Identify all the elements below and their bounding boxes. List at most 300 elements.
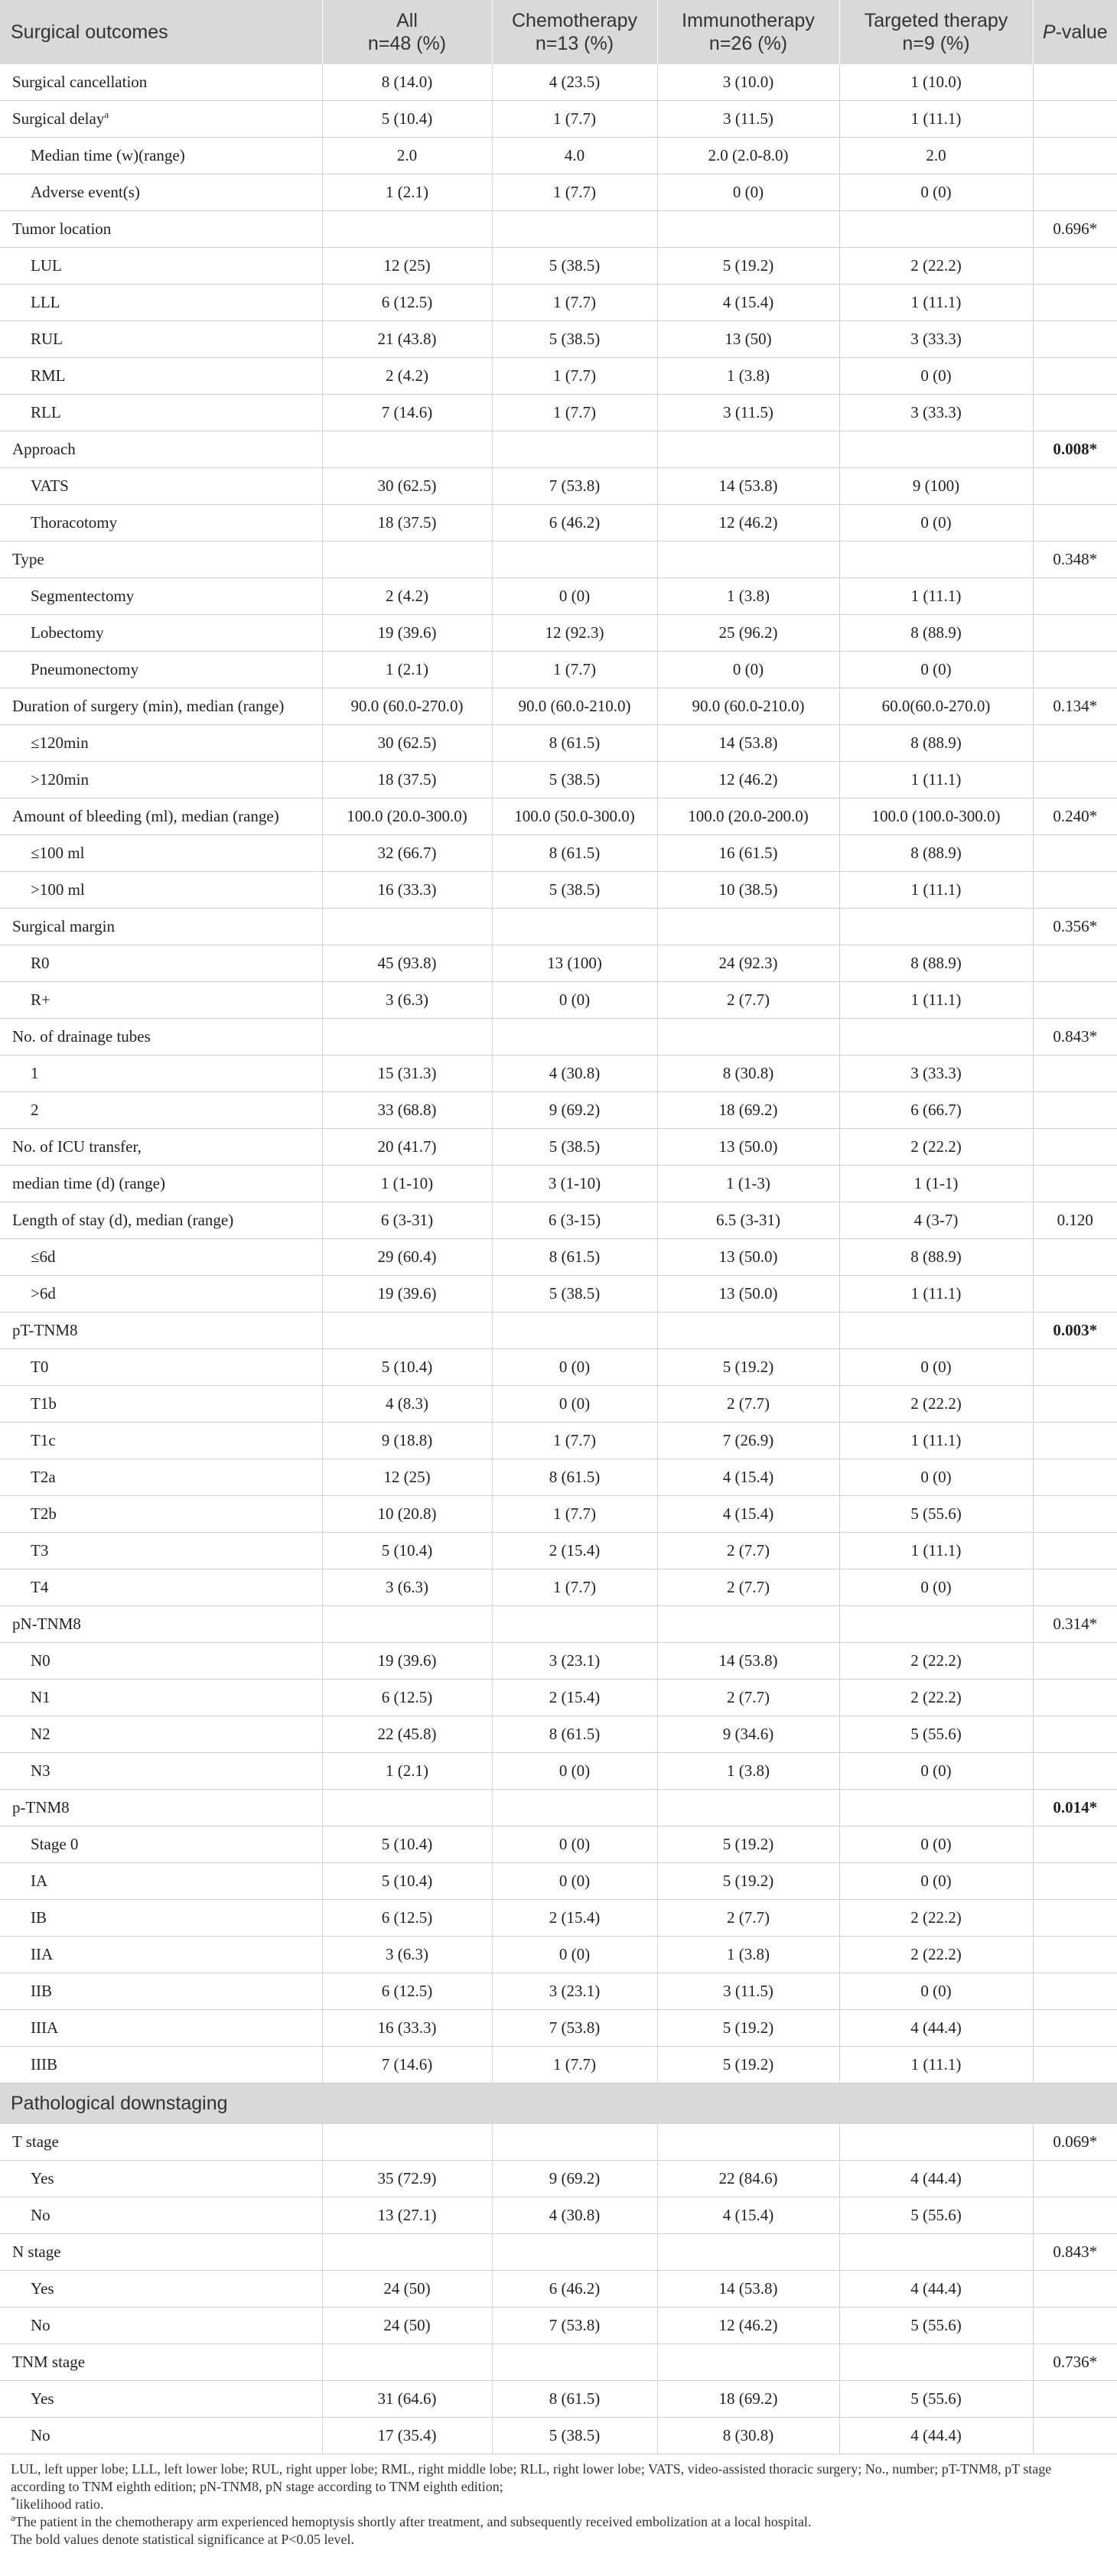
cell-targeted-therapy: 1 (11.1): [839, 762, 1033, 798]
cell-immunotherapy: 12 (46.2): [657, 505, 839, 542]
row-label-text: IA: [31, 1872, 48, 1890]
table-row: [0, 2197, 1117, 2234]
cell-immunotherapy: 18 (69.2): [657, 1092, 839, 1129]
cell-immunotherapy: [657, 1790, 839, 1826]
row-label: [0, 1055, 322, 1092]
cell-all: 5 (10.4): [322, 1863, 492, 1900]
cell-chemotherapy: 5 (38.5): [492, 1129, 657, 1166]
cell-all: 32 (66.7): [322, 835, 492, 872]
cell-immunotherapy: 1 (3.8): [657, 1937, 839, 1973]
cell-all: 12 (25): [322, 248, 492, 285]
cell-p-value: [1033, 101, 1117, 138]
cell-chemotherapy: 5 (38.5): [492, 321, 657, 358]
cell-all: [322, 2344, 492, 2381]
cell-p-value: [1033, 1643, 1117, 1680]
cell-p-value: [1033, 1937, 1117, 1973]
table-row: [0, 615, 1117, 652]
cell-chemotherapy: 4 (30.8): [492, 1055, 657, 1092]
table-row: [0, 1790, 1117, 1826]
cell-immunotherapy: 2 (7.7): [657, 1533, 839, 1569]
row-label-text: >6d: [31, 1284, 56, 1303]
cell-targeted-therapy: 2 (22.2): [839, 1937, 1033, 1973]
cell-targeted-therapy: 5 (55.6): [839, 2197, 1033, 2234]
cell-chemotherapy: 5 (38.5): [492, 762, 657, 798]
cell-all: 1 (2.1): [322, 174, 492, 211]
row-label-text: N3: [31, 1761, 50, 1780]
cell-p-value: [1033, 1569, 1117, 1606]
cell-p-value: [1033, 1900, 1117, 1937]
cell-immunotherapy: [657, 1312, 839, 1349]
cell-all: 17 (35.4): [322, 2418, 492, 2454]
cell-all: 12 (25): [322, 1459, 492, 1496]
cell-chemotherapy: 90.0 (60.0-210.0): [492, 688, 657, 725]
table-row: [0, 872, 1117, 909]
cell-targeted-therapy: 0 (0): [839, 358, 1033, 395]
cell-p-value: [1033, 1239, 1117, 1276]
row-label: [0, 174, 322, 211]
cell-targeted-therapy: [839, 1312, 1033, 1349]
cell-immunotherapy: 25 (96.2): [657, 615, 839, 652]
cell-immunotherapy: [657, 2234, 839, 2271]
cell-immunotherapy: 1 (3.8): [657, 578, 839, 615]
cell-chemotherapy: 4 (23.5): [492, 64, 657, 101]
cell-chemotherapy: 0 (0): [492, 982, 657, 1019]
table-row: [0, 1055, 1117, 1092]
cell-all: 21 (43.8): [322, 321, 492, 358]
cell-all: 22 (45.8): [322, 1716, 492, 1753]
cell-chemotherapy: 0 (0): [492, 1826, 657, 1863]
cell-targeted-therapy: 8 (88.9): [839, 615, 1033, 652]
table-row: [0, 2047, 1117, 2083]
cell-targeted-therapy: 4 (44.4): [839, 2271, 1033, 2308]
table-row: [0, 321, 1117, 358]
cell-targeted-therapy: 1 (11.1): [839, 982, 1033, 1019]
table-row: [0, 542, 1117, 578]
cell-targeted-therapy: 8 (88.9): [839, 835, 1033, 872]
row-label-text: T2a: [31, 1468, 56, 1486]
row-label: [0, 1716, 322, 1753]
cell-chemotherapy: 1 (7.7): [492, 1423, 657, 1459]
cell-chemotherapy: 7 (53.8): [492, 2010, 657, 2047]
row-label-text: T1b: [31, 1394, 57, 1413]
cell-p-value: [1033, 1863, 1117, 1900]
row-label: [0, 1863, 322, 1900]
cell-targeted-therapy: [839, 211, 1033, 248]
cell-targeted-therapy: 4 (44.4): [839, 2418, 1033, 2454]
row-label-text: IIIB: [31, 2055, 57, 2073]
row-label: [0, 138, 322, 174]
cell-targeted-therapy: 4 (44.4): [839, 2161, 1033, 2197]
row-label: [0, 982, 322, 1019]
cell-p-value: [1033, 652, 1117, 688]
row-label-text: TNM stage: [12, 2353, 86, 2371]
cell-all: 9 (18.8): [322, 1423, 492, 1459]
row-label-text: >100 ml: [31, 880, 85, 899]
cell-p-value: [1033, 2047, 1117, 2083]
cell-targeted-therapy: 1 (11.1): [839, 578, 1033, 615]
row-label: [0, 1900, 322, 1937]
row-label: [0, 211, 322, 248]
cell-all: 30 (62.5): [322, 725, 492, 762]
cell-immunotherapy: 1 (3.8): [657, 358, 839, 395]
table-row: [0, 1423, 1117, 1459]
row-label-text: VATS: [31, 476, 69, 495]
cell-chemotherapy: 8 (61.5): [492, 2381, 657, 2418]
cell-all: 3 (6.3): [322, 1937, 492, 1973]
cell-all: [322, 1790, 492, 1826]
row-label: [0, 248, 322, 285]
cell-immunotherapy: 2 (7.7): [657, 1680, 839, 1716]
cell-all: 19 (39.6): [322, 615, 492, 652]
table-row: [0, 138, 1117, 174]
row-label: [0, 1423, 322, 1459]
cell-targeted-therapy: 3 (33.3): [839, 321, 1033, 358]
row-label-text: No. of ICU transfer,: [12, 1137, 142, 1156]
cell-all: [322, 431, 492, 468]
cell-immunotherapy: 12 (46.2): [657, 762, 839, 798]
cell-targeted-therapy: 8 (88.9): [839, 945, 1033, 982]
cell-p-value: [1033, 1129, 1117, 1166]
cell-all: 6 (12.5): [322, 1973, 492, 2010]
cell-all: 7 (14.6): [322, 2047, 492, 2083]
cell-chemotherapy: [492, 1790, 657, 1826]
cell-targeted-therapy: [839, 431, 1033, 468]
row-label-text: Segmentectomy: [31, 587, 135, 605]
table-row: [0, 2381, 1117, 2418]
table-row: [0, 1863, 1117, 1900]
cell-immunotherapy: 2 (7.7): [657, 982, 839, 1019]
row-label: [0, 1790, 322, 1826]
cell-targeted-therapy: 2 (22.2): [839, 1900, 1033, 1937]
cell-all: [322, 1606, 492, 1643]
cell-targeted-therapy: 2 (22.2): [839, 1129, 1033, 1166]
cell-targeted-therapy: [839, 909, 1033, 945]
cell-all: 8 (14.0): [322, 64, 492, 101]
cell-chemotherapy: 7 (53.8): [492, 2308, 657, 2344]
cell-immunotherapy: 5 (19.2): [657, 2010, 839, 2047]
cell-immunotherapy: [657, 1019, 839, 1055]
cell-immunotherapy: 14 (53.8): [657, 1643, 839, 1680]
cell-targeted-therapy: 1 (11.1): [839, 872, 1033, 909]
table-row: [0, 2161, 1117, 2197]
table-row: [0, 1606, 1117, 1643]
table-row: [0, 688, 1117, 725]
cell-p-value: [1033, 945, 1117, 982]
row-label-text: N1: [31, 1688, 50, 1706]
table-row: [0, 1019, 1117, 1055]
cell-immunotherapy: [657, 909, 839, 945]
cell-p-value: 0.356*: [1033, 909, 1117, 945]
table-row: [0, 358, 1117, 395]
cell-immunotherapy: 1 (1-3): [657, 1166, 839, 1202]
cell-chemotherapy: [492, 1606, 657, 1643]
cell-p-value: [1033, 1055, 1117, 1092]
cell-all: 18 (37.5): [322, 762, 492, 798]
cell-chemotherapy: 1 (7.7): [492, 1496, 657, 1533]
cell-all: 2 (4.2): [322, 358, 492, 395]
cell-immunotherapy: 3 (11.5): [657, 1973, 839, 2010]
cell-chemotherapy: 2 (15.4): [492, 1900, 657, 1937]
cell-all: 13 (27.1): [322, 2197, 492, 2234]
cell-all: 24 (50): [322, 2308, 492, 2344]
cell-all: 1 (1-10): [322, 1166, 492, 1202]
row-label-text: Yes: [31, 2279, 54, 2298]
cell-immunotherapy: 12 (46.2): [657, 2308, 839, 2344]
cell-immunotherapy: 8 (30.8): [657, 1055, 839, 1092]
cell-targeted-therapy: 0 (0): [839, 1349, 1033, 1386]
row-label-text: N0: [31, 1651, 50, 1670]
cell-p-value: [1033, 1753, 1117, 1790]
row-label-text: Tumor location: [12, 220, 112, 238]
cell-p-value: [1033, 138, 1117, 174]
cell-all: [322, 1019, 492, 1055]
cell-targeted-therapy: 4 (44.4): [839, 2010, 1033, 2047]
cell-p-value: [1033, 615, 1117, 652]
row-label: [0, 2010, 322, 2047]
cell-targeted-therapy: 4 (3-7): [839, 1202, 1033, 1239]
table-row: [0, 909, 1117, 945]
row-label: [0, 1349, 322, 1386]
cell-chemotherapy: [492, 2234, 657, 2271]
row-label: [0, 468, 322, 505]
table-row: [0, 1533, 1117, 1569]
row-label-text: IIA: [31, 1945, 54, 1963]
row-label-text: Duration of surgery (min), median (range): [12, 697, 285, 715]
cell-chemotherapy: 13 (100): [492, 945, 657, 982]
cell-targeted-therapy: 60.0(60.0-270.0): [839, 688, 1033, 725]
row-label: [0, 1276, 322, 1312]
table-row: [0, 1459, 1117, 1496]
cell-all: 4 (8.3): [322, 1386, 492, 1423]
row-label: [0, 542, 322, 578]
row-label: [0, 2308, 322, 2344]
table-row: [0, 505, 1117, 542]
row-label: [0, 1092, 322, 1129]
table-row: [0, 64, 1117, 101]
row-label-text: IIIA: [31, 2018, 59, 2037]
cell-chemotherapy: 6 (46.2): [492, 2271, 657, 2308]
cell-chemotherapy: [492, 211, 657, 248]
table-row: [0, 1973, 1117, 2010]
row-label-text: T2b: [31, 1504, 57, 1523]
table-row: [0, 2124, 1117, 2161]
row-label-text: Stage 0: [31, 1835, 79, 1853]
cell-chemotherapy: 6 (46.2): [492, 505, 657, 542]
cell-immunotherapy: [657, 2124, 839, 2161]
row-label-text: median time (d) (range): [12, 1174, 165, 1192]
cell-targeted-therapy: 3 (33.3): [839, 1055, 1033, 1092]
table-row: [0, 2010, 1117, 2047]
table-row: [0, 1276, 1117, 1312]
cell-immunotherapy: 18 (69.2): [657, 2381, 839, 2418]
row-label-text: RML: [31, 366, 66, 385]
cell-chemotherapy: [492, 909, 657, 945]
row-label: [0, 1937, 322, 1973]
row-label: [0, 1202, 322, 1239]
row-label-text: pN-TNM8: [12, 1615, 81, 1633]
cell-all: 31 (64.6): [322, 2381, 492, 2418]
cell-chemotherapy: [492, 2124, 657, 2161]
row-label-text: R+: [31, 990, 50, 1009]
cell-all: 19 (39.6): [322, 1643, 492, 1680]
cell-p-value: [1033, 1459, 1117, 1496]
header-row: [0, 0, 1117, 64]
footnote-marker: a: [104, 109, 109, 120]
cell-chemotherapy: [492, 431, 657, 468]
cell-p-value: 0.014*: [1033, 1790, 1117, 1826]
row-label: [0, 798, 322, 835]
table-row: [0, 1312, 1117, 1349]
cell-all: 1 (2.1): [322, 1753, 492, 1790]
cell-targeted-therapy: 0 (0): [839, 1459, 1033, 1496]
cell-immunotherapy: 4 (15.4): [657, 1459, 839, 1496]
cell-chemotherapy: 0 (0): [492, 1863, 657, 1900]
cell-chemotherapy: 0 (0): [492, 1386, 657, 1423]
cell-all: 6 (12.5): [322, 1680, 492, 1716]
table-row: [0, 248, 1117, 285]
cell-p-value: [1033, 835, 1117, 872]
cell-immunotherapy: 3 (11.5): [657, 395, 839, 431]
cell-p-value: [1033, 248, 1117, 285]
cell-all: 5 (10.4): [322, 1349, 492, 1386]
cell-chemotherapy: 1 (7.7): [492, 1569, 657, 1606]
cell-targeted-therapy: 0 (0): [839, 1863, 1033, 1900]
cell-chemotherapy: 8 (61.5): [492, 1716, 657, 1753]
cell-immunotherapy: [657, 211, 839, 248]
cell-p-value: [1033, 1680, 1117, 1716]
cell-p-value: 0.069*: [1033, 2124, 1117, 2161]
cell-all: [322, 211, 492, 248]
row-label-text: No: [31, 2206, 50, 2224]
cell-chemotherapy: 1 (7.7): [492, 174, 657, 211]
table-row: [0, 1239, 1117, 1276]
row-label-text: T0: [31, 1358, 49, 1376]
cell-targeted-therapy: 0 (0): [839, 505, 1033, 542]
cell-p-value: [1033, 64, 1117, 101]
cell-chemotherapy: 8 (61.5): [492, 1239, 657, 1276]
row-label-text: Yes: [31, 2389, 54, 2408]
cell-p-value: [1033, 395, 1117, 431]
cell-immunotherapy: 2 (7.7): [657, 1386, 839, 1423]
row-label: [0, 615, 322, 652]
cell-p-value: [1033, 1276, 1117, 1312]
cell-all: [322, 909, 492, 945]
row-label-text: Thoracotomy: [31, 513, 118, 532]
cell-p-value: [1033, 2161, 1117, 2197]
cell-all: 33 (68.8): [322, 1092, 492, 1129]
cell-immunotherapy: 14 (53.8): [657, 725, 839, 762]
cell-chemotherapy: [492, 542, 657, 578]
cell-chemotherapy: [492, 1312, 657, 1349]
row-label: [0, 578, 322, 615]
table-row: [0, 1716, 1117, 1753]
cell-p-value: [1033, 1423, 1117, 1459]
cell-chemotherapy: 9 (69.2): [492, 1092, 657, 1129]
cell-immunotherapy: 4 (15.4): [657, 2197, 839, 2234]
header-chemotherapy: Chemotherapy n=13 (%): [492, 0, 657, 64]
cell-immunotherapy: 5 (19.2): [657, 2047, 839, 2083]
header-all: All n=48 (%): [322, 0, 492, 64]
cell-chemotherapy: 2 (15.4): [492, 1680, 657, 1716]
cell-p-value: [1033, 505, 1117, 542]
cell-all: 16 (33.3): [322, 872, 492, 909]
cell-all: 6 (3-31): [322, 1202, 492, 1239]
cell-immunotherapy: 13 (50.0): [657, 1239, 839, 1276]
row-label: [0, 1312, 322, 1349]
cell-chemotherapy: 5 (38.5): [492, 248, 657, 285]
cell-p-value: [1033, 1496, 1117, 1533]
table-row: [0, 1386, 1117, 1423]
cell-all: 3 (6.3): [322, 982, 492, 1019]
table-row: [0, 2344, 1117, 2381]
cell-immunotherapy: 3 (10.0): [657, 64, 839, 101]
table-row: [0, 468, 1117, 505]
cell-targeted-therapy: 0 (0): [839, 174, 1033, 211]
cell-immunotherapy: 100.0 (20.0-200.0): [657, 798, 839, 835]
cell-all: 24 (50): [322, 2271, 492, 2308]
table-row: [0, 652, 1117, 688]
table-row: [0, 101, 1117, 138]
cell-targeted-therapy: 8 (88.9): [839, 1239, 1033, 1276]
row-label: [0, 64, 322, 101]
row-label-text: Amount of bleeding (ml), median (range): [12, 807, 279, 825]
cell-targeted-therapy: 1 (10.0): [839, 64, 1033, 101]
cell-immunotherapy: [657, 1606, 839, 1643]
row-label: [0, 1496, 322, 1533]
cell-targeted-therapy: 0 (0): [839, 1569, 1033, 1606]
section-header-row: [0, 2083, 1117, 2124]
row-label-text: Lobectomy: [31, 623, 104, 642]
cell-p-value: [1033, 2010, 1117, 2047]
cell-chemotherapy: 1 (7.7): [492, 395, 657, 431]
cell-immunotherapy: 0 (0): [657, 174, 839, 211]
cell-chemotherapy: 5 (38.5): [492, 872, 657, 909]
cell-all: 45 (93.8): [322, 945, 492, 982]
cell-p-value: 0.696*: [1033, 211, 1117, 248]
row-label: [0, 2271, 322, 2308]
footnote-hemoptysis: $^a$The patient in the chemotherapy arm experienced hemoptysis shortly after treatment, and subsequently received embolization at a local hospital.: [11, 2512, 812, 2529]
row-label: [0, 1533, 322, 1569]
row-label-text: Median time (w)(range): [31, 146, 185, 164]
cell-all: 5 (10.4): [322, 1826, 492, 1863]
section-header: Pathological downstaging: [0, 2083, 1117, 2124]
cell-targeted-therapy: 8 (88.9): [839, 725, 1033, 762]
row-label: [0, 358, 322, 395]
cell-chemotherapy: 8 (61.5): [492, 835, 657, 872]
cell-all: 2 (4.2): [322, 578, 492, 615]
row-label: [0, 1826, 322, 1863]
table-row: [0, 1900, 1117, 1937]
row-label: [0, 1166, 322, 1202]
cell-immunotherapy: [657, 2344, 839, 2381]
row-label-text: T1c: [31, 1431, 56, 1449]
cell-chemotherapy: 0 (0): [492, 1937, 657, 1973]
row-label-text: Surgical delay: [12, 109, 105, 128]
row-label-text: Pneumonectomy: [31, 660, 139, 678]
table-row: [0, 395, 1117, 431]
cell-all: 35 (72.9): [322, 2161, 492, 2197]
row-label: [0, 431, 322, 468]
cell-all: 29 (60.4): [322, 1239, 492, 1276]
cell-p-value: [1033, 1533, 1117, 1569]
cell-targeted-therapy: [839, 1019, 1033, 1055]
row-label-text: p-TNM8: [12, 1798, 70, 1817]
cell-chemotherapy: 1 (7.7): [492, 285, 657, 321]
cell-immunotherapy: 8 (30.8): [657, 2418, 839, 2454]
cell-immunotherapy: 13 (50.0): [657, 1276, 839, 1312]
row-label-text: pT-TNM8: [12, 1321, 78, 1339]
row-label: [0, 285, 322, 321]
